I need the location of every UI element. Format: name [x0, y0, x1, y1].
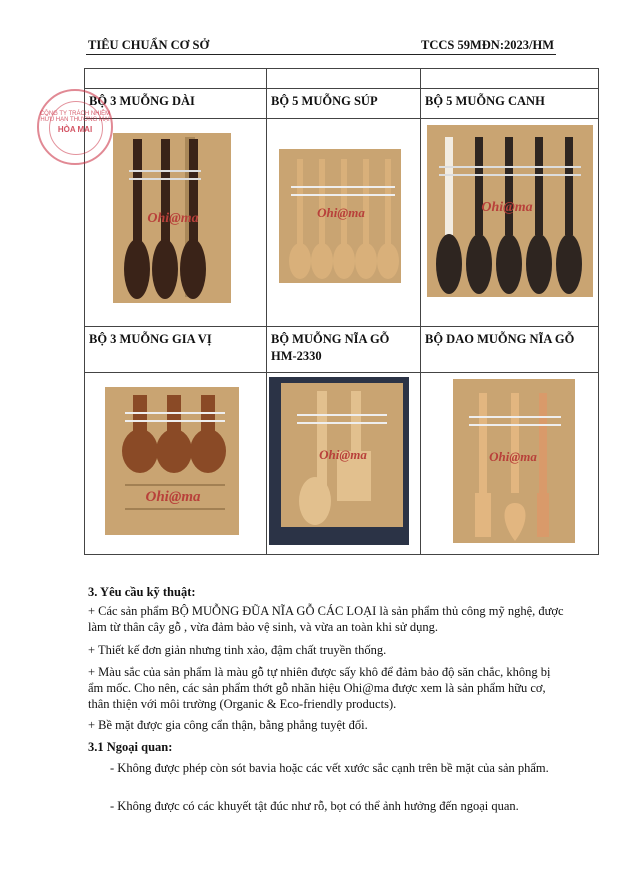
brand-logo: Ohi@ma — [481, 200, 533, 215]
table-row — [85, 89, 599, 119]
product-title: BỘ 5 MUỖNG SÚP — [267, 89, 421, 119]
product-title: BỘ DAO MUỖNG NĨA GỖ — [421, 327, 599, 373]
product-image-cell — [421, 119, 599, 327]
product-image-cell — [85, 119, 267, 327]
paragraph: - Không được phép còn sót bavia hoặc các vết xước sắc cạnh trên bề mặt của sản phẩm. — [110, 761, 549, 775]
table-row — [85, 327, 599, 373]
product-title: BỘ MUỖNG NĨA GỖ HM-2330 — [267, 327, 421, 373]
product-photo-ladle-spoons — [421, 119, 599, 321]
brand-logo: Ohi@ma — [317, 205, 365, 220]
paragraph: + Các sản phẩm BỘ MUỖNG ĐŨA NĨA GỖ CÁC LOẠI là sản phẩm thủ công mỹ nghệ, được làm từ thân cây gỗ , vừa đảm bảo vệ sinh, và vừa an toàn khi sử dụng. — [88, 604, 564, 634]
paragraph: + Thiết kế đơn giản nhưng tinh xảo, đậm chất truyền thống. — [88, 643, 387, 657]
product-title: BỘ 3 MUỖNG GIA VỊ — [85, 327, 267, 373]
table-cell — [85, 69, 267, 89]
product-image-cell — [421, 373, 599, 555]
table-row — [85, 373, 599, 555]
product-photo-soup-spoons — [267, 119, 421, 321]
subsection-heading: 3.1 Ngoại quan: — [88, 740, 173, 754]
product-photo-long-spoons — [85, 119, 267, 321]
paragraph: + Bề mặt được gia công cẩn thận, bằng phẳng tuyệt đối. — [88, 718, 368, 732]
table-cell — [421, 69, 599, 89]
product-title: BỘ 5 MUỖNG CANH — [421, 89, 599, 119]
table-row — [85, 119, 599, 327]
product-image-cell — [85, 373, 267, 555]
paragraph: - Không được có các khuyết tật đúc như rỗ, bọt có thể ảnh hưởng đến ngoại quan. — [110, 799, 519, 813]
product-table — [84, 68, 599, 555]
paragraph: + Màu sắc của sản phẩm là màu gỗ tự nhiên được sấy khô để đảm bảo độ săn chắc, không bị ẩm mốc. Cho nên, các sản phẩm thớt gỗ nhãn hiệu Ohi@ma được xem là sản phẩm hữu cơ, thân thiện với môi trường (Organic & Eco-friendly products). — [88, 665, 551, 711]
product-photo-knife-spoon-fork-set — [421, 373, 599, 549]
brand-logo: Ohi@ma — [489, 449, 537, 464]
header-code: TCCS 59MĐN:2023/HM — [421, 38, 554, 52]
stamp-text: CÔNG TY TRÁCH NHIỆM HỮU HẠN THƯƠNG MẠI — [39, 111, 111, 123]
product-image-cell — [267, 373, 421, 555]
product-photo-spice-spoons — [85, 373, 267, 549]
product-title: BỘ 3 MUỖNG DÀI — [85, 89, 267, 119]
section-heading: 3. Yêu cầu kỹ thuật: — [88, 585, 196, 599]
brand-logo: Ohi@ma — [145, 489, 201, 505]
table-cell — [267, 69, 421, 89]
header-divider — [86, 54, 556, 55]
brand-logo: Ohi@ma — [147, 211, 199, 226]
table-row — [85, 69, 599, 89]
company-stamp — [37, 89, 113, 165]
product-image-cell — [267, 119, 421, 327]
header-standard-label: TIÊU CHUẨN CƠ SỞ — [88, 38, 210, 52]
brand-logo: Ohi@ma — [319, 447, 367, 462]
stamp-company-name: HÒA MAI — [57, 125, 93, 134]
product-photo-spoon-fork-set — [267, 373, 421, 549]
